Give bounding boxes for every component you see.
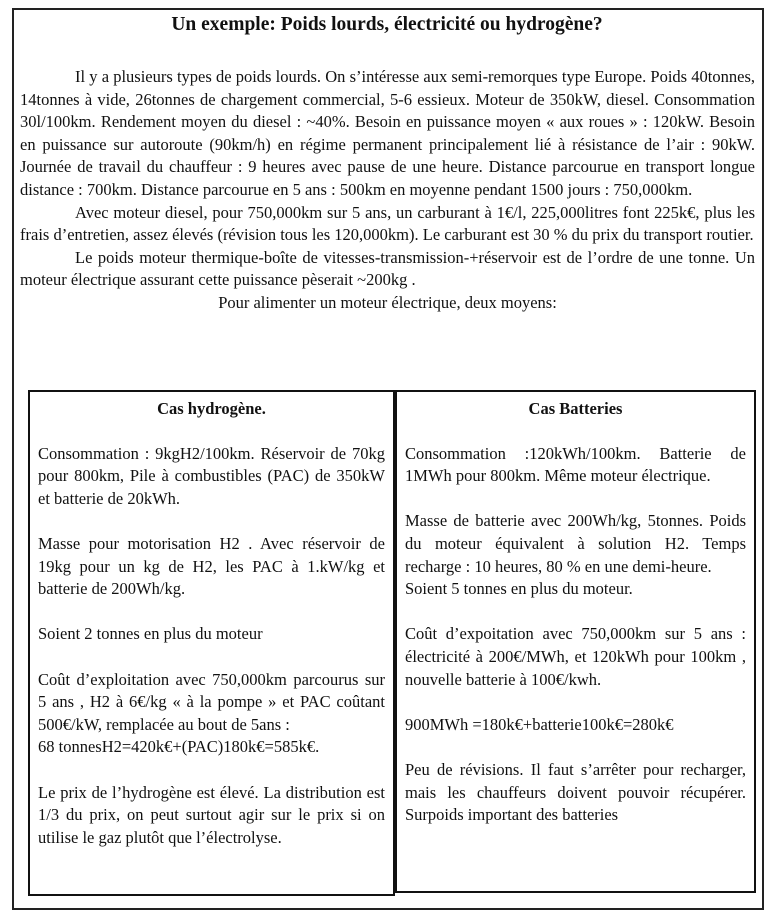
hydrogen-conclusion: Le prix de l’hydrogène est élevé. La distribution est 1/3 du prix, on peut surtout agir sur le prix si on utilise le gaz plutôt que l’électrolyse. bbox=[38, 782, 385, 847]
hydrogen-cost-total: 68 tonnesH2=420k€+(PAC)180k€=585k€. bbox=[38, 737, 320, 757]
hydrogen-heading: Cas hydrogène. bbox=[157, 399, 266, 418]
page-title: Un exemple: Poids lourds, électricité ou hydrogène? bbox=[171, 14, 603, 35]
hydrogen-case-box bbox=[28, 390, 395, 896]
hydrogen-extra-weight: Soient 2 tonnes en plus du moteur bbox=[38, 624, 263, 644]
battery-operating-cost: Coût d’expoitation avec 750,000km sur 5 ans : électricité à 200€/MWh, et 120kWh pour 100km , nouvelle batterie à 100€/kwh. bbox=[405, 624, 746, 689]
battery-consumption: Consommation :120kWh/100km. Batterie de 1MWh pour 800km. Même moteur électrique. bbox=[405, 443, 746, 486]
battery-case-box bbox=[395, 390, 756, 893]
hydrogen-consumption: Consommation : 9kgH2/100km. Réservoir de 70kg pour 800km, Pile à combustibles (PAC) de 350kW et batterie de 20kWh. bbox=[38, 443, 385, 508]
intro-section bbox=[20, 66, 755, 315]
intro-paragraph-3: Le poids moteur thermique-boîte de vitesses-transmission-+réservoir est de l’ordre de une tonne. Un moteur électrique assurant cette puissance pèserait ~200kg . bbox=[20, 247, 755, 290]
battery-mass: Masse de batterie avec 200Wh/kg, 5tonnes. Poids du moteur équivalent à solution H2. Temps recharge : 10 heures, 80 % en une demi-heure. bbox=[405, 511, 746, 576]
intro-paragraph-2: Avec moteur diesel, pour 750,000km sur 5 ans, un carburant à 1€/l, 225,000litres font 225k€, plus les frais d’entretien, assez élevés (révision tous les 120,000km). Le carburant est 30 % du prix du transport routier. bbox=[20, 202, 755, 245]
hydrogen-mass: Masse pour motorisation H2 . Avec réservoir de 19kg pour un kg de H2, les PAC à 1.kW/kg et batterie de 200Wh/kg. bbox=[38, 533, 385, 599]
intro-paragraph-4: Pour alimenter un moteur électrique, deux moyens: bbox=[218, 292, 557, 312]
battery-extra-weight: Soient 5 tonnes en plus du moteur. bbox=[405, 579, 633, 599]
battery-conclusion: Peu de révisions. Il faut s’arrêter pour recharger, mais les chauffeurs doivent pouvoir récupérer. Surpoids important des batteries bbox=[405, 759, 746, 825]
hydrogen-operating-cost: Coût d’exploitation avec 750,000km parcourus sur 5 ans , H2 à 6€/kg « à la pompe » et PAC coûtant 500€/kW, remplacée au bout de 5ans : bbox=[38, 669, 385, 734]
intro-paragraph-1: Il y a plusieurs types de poids lourds. On s’intéresse aux semi-remorques type Europe. Poids 40tonnes, 14tonnes à vide, 26tonnes de chargement commercial, 5-6 essieux. Moteur de 350kW, diesel. Consommation 30l/100km. Rendement moyen du diesel : ~40%. Besoin en puissance moyen « aux roues » : 120kW. Besoin en puissance sur autoroute (90km/h) en régime permanent principalement lié à résistance de l’air : 90kW. Journée de travail du chauffeur : 9 heures avec pause de une heure. Distance parcourue en transport longue distance : 700km. Distance parcourue en 5 ans : 500km en moyenne pendant 1500 jours : 750,000km. bbox=[20, 67, 755, 199]
battery-heading: Cas Batteries bbox=[528, 399, 623, 418]
battery-cost-total: 900MWh =180k€+batterie100k€=280k€ bbox=[405, 714, 674, 734]
